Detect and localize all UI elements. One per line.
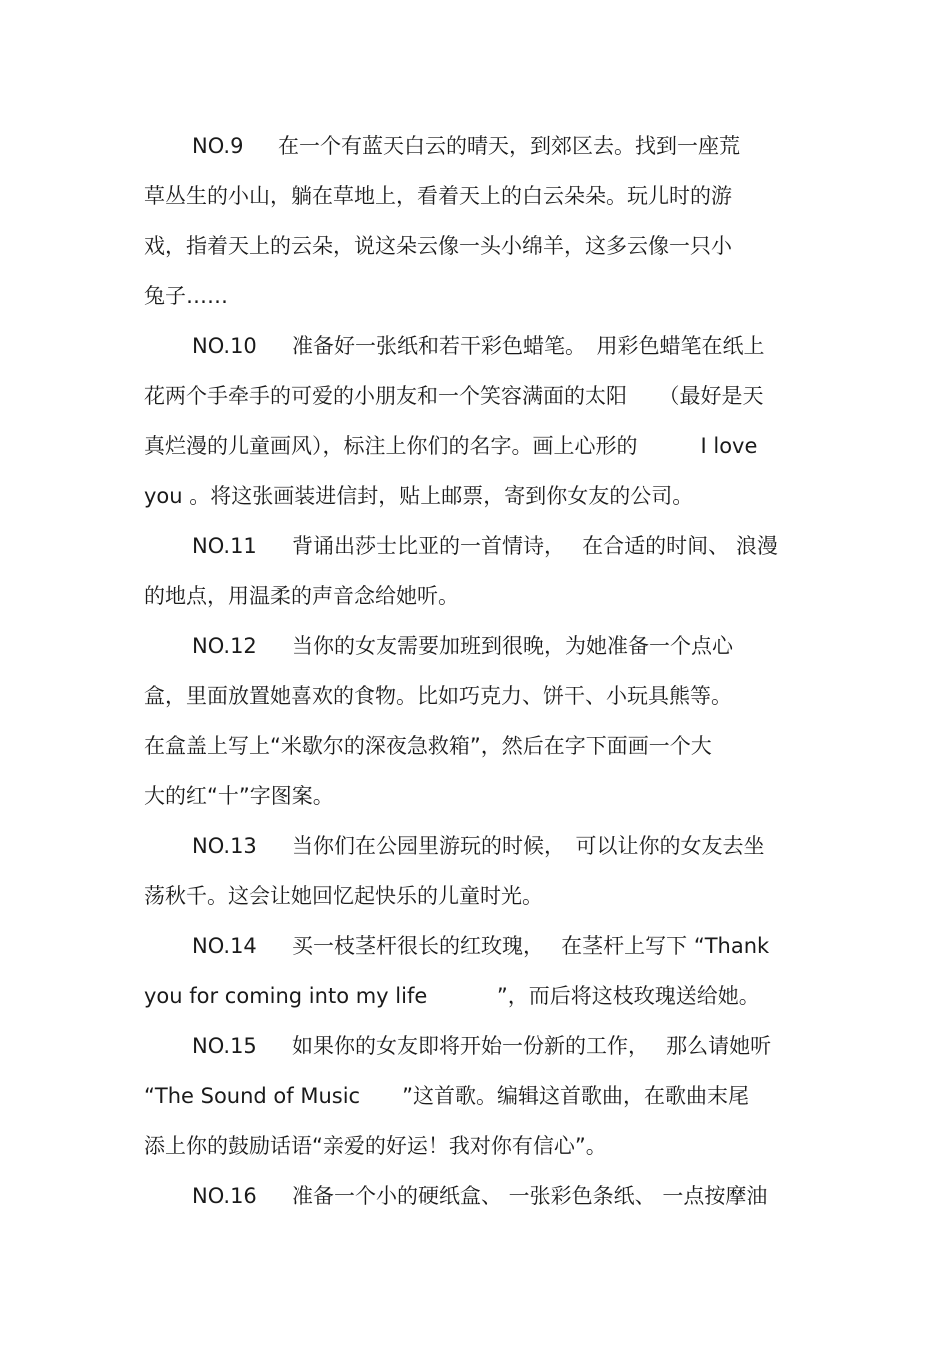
paragraph-line bbox=[144, 971, 824, 1021]
paragraph-line bbox=[192, 821, 872, 871]
paragraph-line bbox=[144, 421, 824, 471]
item-number: NO.14 bbox=[192, 934, 257, 958]
line-text: 大的红“十”字图案。 bbox=[144, 784, 334, 808]
paragraph-line bbox=[144, 571, 824, 621]
item-number: NO.16 bbox=[192, 1184, 257, 1208]
line-text: 添上你的鼓励话语“亲爱的好运！我对你有信心”。 bbox=[144, 1134, 607, 1158]
line-text: you 。将这张画装进信封，贴上邮票，寄到你女友的公司。 bbox=[144, 484, 694, 508]
paragraph-line bbox=[144, 671, 824, 721]
line-text: 的地点，用温柔的声音念给她听。 bbox=[144, 584, 459, 608]
item-number: NO.15 bbox=[192, 1034, 257, 1058]
line-text: 在一个有蓝天白云的晴天，到郊区去。找到一座荒 bbox=[278, 134, 740, 158]
paragraph-line bbox=[192, 321, 872, 371]
paragraph-line bbox=[144, 171, 824, 221]
line-text: 真烂漫的儿童画风），标注上你们的名字。画上心形的 I love bbox=[144, 434, 758, 458]
paragraph-line bbox=[144, 221, 824, 271]
line-text: 兔子…… bbox=[144, 284, 228, 308]
item-number: NO.11 bbox=[192, 534, 257, 558]
paragraph-line bbox=[192, 121, 872, 171]
item-number: NO.9 bbox=[192, 134, 244, 158]
line-text: 在盒盖上写上“米歇尔的深夜急救箱”，然后在字下面画一个大 bbox=[144, 734, 712, 758]
paragraph-line bbox=[144, 721, 824, 771]
paragraph-line bbox=[192, 1171, 872, 1221]
line-text: 花两个手牵手的可爱的小朋友和一个笑容满面的太阳 （最好是天 bbox=[144, 384, 764, 408]
line-text: 戏，指着天上的云朵，说这朵云像一头小绵羊，这多云像一只小 bbox=[144, 234, 732, 258]
paragraph-line bbox=[144, 471, 824, 521]
paragraph-line bbox=[144, 771, 824, 821]
paragraph-line bbox=[144, 1121, 824, 1171]
line-text: 准备好一张纸和若干彩色蜡笔。 用彩色蜡笔在纸上 bbox=[292, 334, 765, 358]
line-text: “The Sound of Music ”这首歌。编辑这首歌曲，在歌曲末尾 bbox=[144, 1084, 749, 1108]
paragraph-line bbox=[144, 1071, 824, 1121]
line-text: you for coming into my life ”，而后将这枝玫瑰送给她。 bbox=[144, 984, 760, 1008]
line-text: 背诵出莎士比亚的一首情诗， 在合适的时间、 浪漫 bbox=[292, 534, 778, 558]
paragraph-line bbox=[192, 521, 872, 571]
line-text: 准备一个小的硬纸盒、 一张彩色条纸、 一点按摩油 bbox=[292, 1184, 768, 1208]
paragraph-line bbox=[144, 871, 824, 921]
item-number: NO.10 bbox=[192, 334, 257, 358]
line-text: 买一枝茎杆很长的红玫瑰， 在茎杆上写下 “Thank bbox=[292, 934, 770, 958]
line-text: 当你们在公园里游玩的时候， 可以让你的女友去坐 bbox=[292, 834, 765, 858]
line-text: 荡秋千。这会让她回忆起快乐的儿童时光。 bbox=[144, 884, 543, 908]
paragraph-line bbox=[192, 921, 872, 971]
paragraph-line bbox=[192, 621, 872, 671]
paragraph-line bbox=[192, 1021, 872, 1071]
line-text: 当你的女友需要加班到很晚，为她准备一个点心 bbox=[292, 634, 733, 658]
item-number: NO.13 bbox=[192, 834, 257, 858]
line-text: 如果你的女友即将开始一份新的工作， 那么请她听 bbox=[292, 1034, 772, 1058]
paragraph-line bbox=[144, 271, 824, 321]
item-number: NO.12 bbox=[192, 634, 257, 658]
paragraph-line bbox=[144, 371, 824, 421]
line-text: 草丛生的小山，躺在草地上，看着天上的白云朵朵。玩儿时的游 bbox=[144, 184, 732, 208]
line-text: 盒，里面放置她喜欢的食物。比如巧克力、饼干、小玩具熊等。 bbox=[144, 684, 732, 708]
